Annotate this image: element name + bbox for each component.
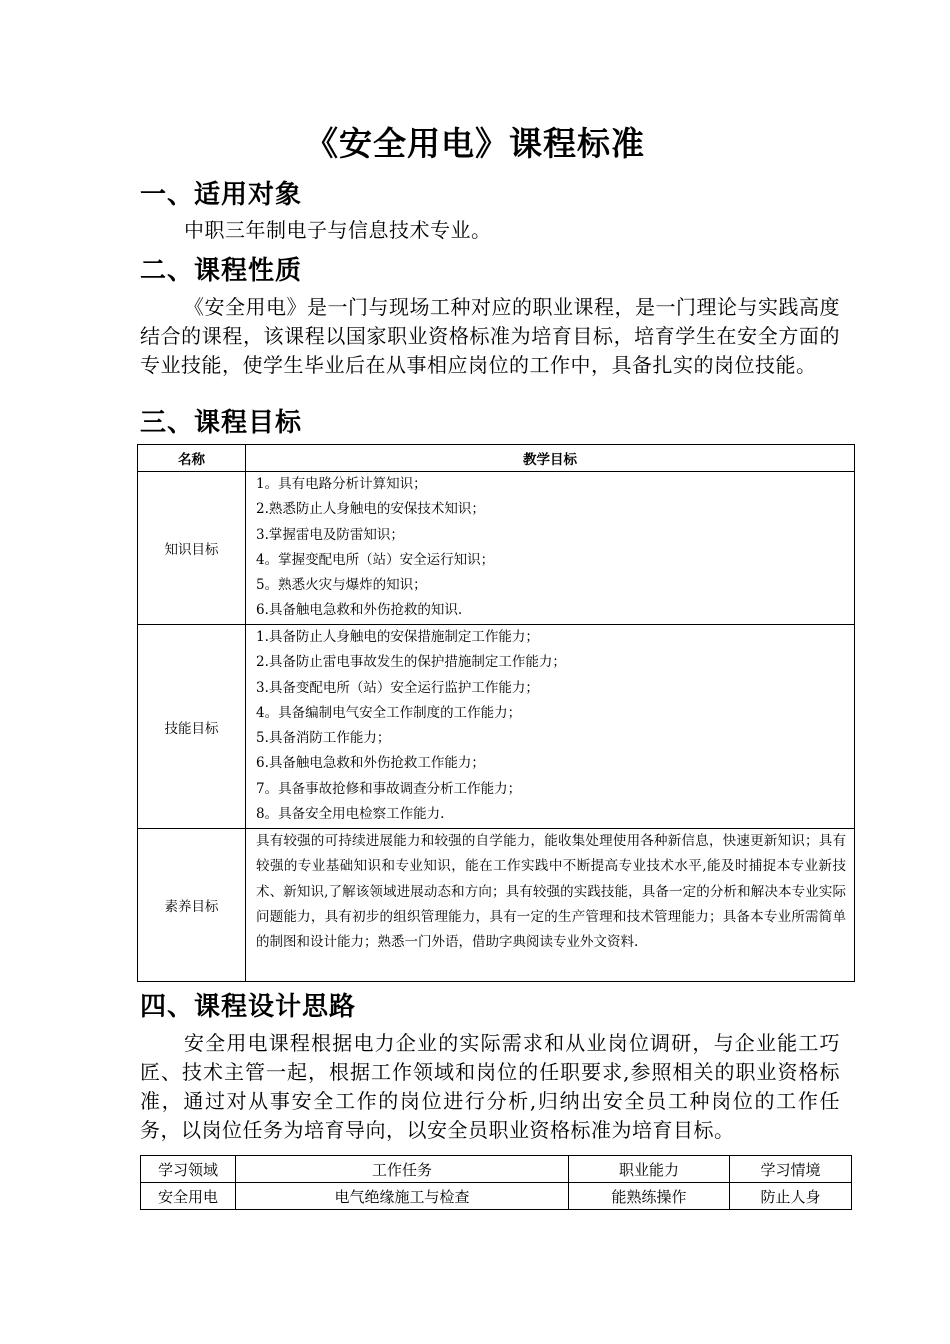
section-heading-4: 四、课程设计思路 — [140, 992, 357, 1022]
section-4-text: 安全用电课程根据电力企业的实际需求和从业岗位调研，与企业能工巧匠、技术主管一起，根据工作领域和岗位的任职要求,参照相关的职业资格标准，通过对从事安全工作的岗位进行分析,归纳出安全员工种岗位的工作任务，以岗位任务为培育导向，以安全员职业资格标准为培育目标。 — [140, 1031, 840, 1142]
quality-label: 素养目标 — [138, 829, 246, 982]
header-goals: 教学目标 — [246, 445, 855, 472]
list-item: 4。掌握变配电所（站）安全运行知识； — [256, 551, 495, 568]
knowledge-row — [138, 472, 855, 625]
list-item: 6.具备触电急救和外伤抢救工作能力； — [256, 755, 485, 772]
cell-situation: 防止人身 — [730, 1183, 852, 1210]
section-2-text: 《安全用电》是一门与现场工种对应的职业课程，是一门理论与实践高度结合的课程，该课程以国家职业资格标准为培育目标，培育学生在安全方面的专业技能，使学生毕业后在从事相应岗位的工作中，具备扎实的岗位技能。 — [140, 295, 840, 377]
cell-study-area: 安全用电 — [141, 1183, 236, 1210]
goals-table — [137, 444, 855, 982]
list-item: 2.熟悉防止人身触电的安保技术知识； — [256, 501, 485, 518]
list-item: 4。具备编制电气安全工作制度的工作能力； — [256, 704, 522, 721]
list-item: 3.掌握雷电及防雷知识； — [256, 526, 404, 543]
header-situation: 学习情境 — [730, 1156, 852, 1183]
skill-items — [246, 625, 855, 829]
section-heading-2: 二、课程性质 — [140, 256, 303, 286]
quality-row — [138, 829, 855, 982]
page-title: 《安全用电》课程标准 — [305, 124, 645, 163]
cell-ability: 能熟练操作 — [569, 1183, 730, 1210]
list-item: 7。具备事故抢修和事故调查分析工作能力； — [256, 780, 522, 797]
quality-text: 具有较强的可持续进展能力和较强的自学能力，能收集处理使用各种新信息，快速更新知识；具有较强的专业基础知识和专业知识，能在工作实践中不断提高专业技术水平,能及时捕捉本专业新技术、新知识,了解该领域进展动态和方向；具有较强的实践技能，具备一定的分析和解决本专业实际问题能力，具有初步的组织管理能力，具有一定的生产管理和技术管理能力；具备本专业所需简单的制图和设计能力；熟悉一门外语，借助字典阅读专业外文资料. — [246, 829, 855, 982]
header-name: 名称 — [138, 445, 246, 472]
design-header-row — [141, 1156, 852, 1183]
skill-row — [138, 625, 855, 829]
table-row — [141, 1183, 852, 1210]
header-ability: 职业能力 — [569, 1156, 730, 1183]
list-item: 1。具有电路分析计算知识； — [256, 476, 427, 492]
header-work-task: 工作任务 — [236, 1156, 569, 1183]
goals-header-row — [138, 445, 855, 472]
knowledge-label: 知识目标 — [138, 472, 246, 625]
design-table — [140, 1155, 852, 1210]
list-item: 2.具备防止雷电事故发生的保护措施制定工作能力； — [256, 654, 566, 671]
list-item: 8。具备安全用电检察工作能力. — [256, 806, 445, 823]
section-heading-1: 一、适用对象 — [140, 180, 303, 210]
list-item: 5。熟悉火灾与爆炸的知识； — [256, 577, 427, 594]
skill-label: 技能目标 — [138, 625, 246, 829]
list-item: 6.具备触电急救和外伤抢救的知识. — [256, 602, 463, 619]
knowledge-items — [246, 472, 855, 625]
list-item: 1.具备防止人身触电的安保措施制定工作能力； — [256, 629, 539, 645]
list-item: 3.具备变配电所（站）安全运行监护工作能力； — [256, 679, 539, 696]
cell-work-task: 电气绝缘施工与检查 — [236, 1183, 569, 1210]
list-item: 5.具备消防工作能力； — [256, 730, 391, 747]
section-heading-3: 三、课程目标 — [140, 408, 303, 438]
header-study-area: 学习领域 — [141, 1156, 236, 1183]
section-1-text: 中职三年制电子与信息技术专业。 — [184, 218, 492, 242]
